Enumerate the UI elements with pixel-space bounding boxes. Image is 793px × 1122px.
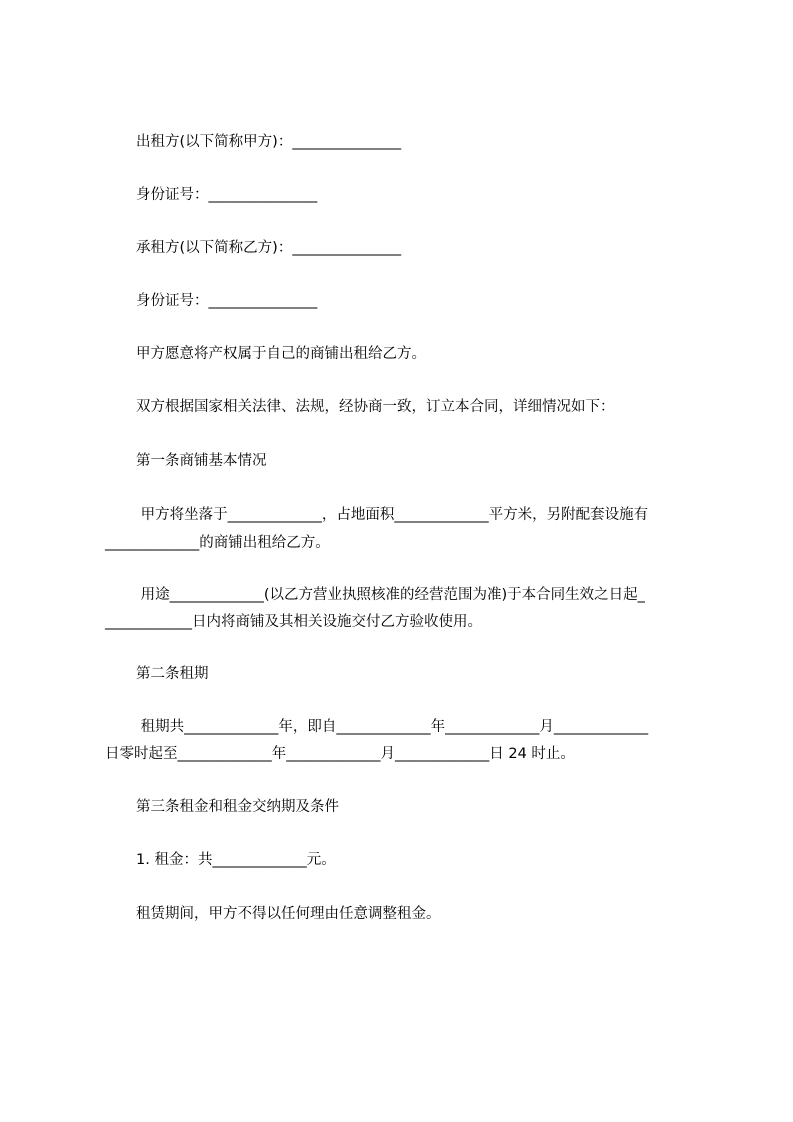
article1-para2-line1: 用途_____________(以乙方营业执照核准的经营范围为准)于本合同生效之日起_ [136,587,645,603]
lessor-id-line: 身份证号：_______________ [136,187,318,203]
article3-note: 租赁期间，甲方不得以任何理由任意调整租金。 [136,906,441,922]
article3-heading: 第三条租金和租金交纳期及条件 [136,799,339,815]
article2-heading: 第二条租期 [136,666,209,682]
lessee-line: 承租方(以下简称乙方)：_______________ [136,240,402,256]
article1-para1-line2: _____________的商铺出租给乙方。 [105,535,330,551]
article3-item1: 1. 租金：共_____________元。 [136,852,336,868]
article1-para1-line1: 甲方将坐落于_____________，占地面积_____________平方米，另附配套设施有 [136,507,649,523]
lessor-line: 出租方(以下简称甲方)：_______________ [136,134,402,150]
article2-para1-line2: 日零时起至_____________年_____________月_____________日 24 时止。 [105,746,575,762]
basis-paragraph: 双方根据国家相关法律、法规，经协商一致，订立本合同，详细情况如下： [136,399,615,415]
intent-paragraph: 甲方愿意将产权属于自己的商铺出租给乙方。 [136,346,426,362]
article1-para2-line2: ____________日内将商铺及其相关设施交付乙方验收使用。 [105,614,482,630]
article2-para1-line1: 租期共_____________年，即自_____________年_____________月_____________ [136,719,649,735]
lessee-id-line: 身份证号：_______________ [136,293,318,309]
article1-heading: 第一条商铺基本情况 [136,453,267,469]
